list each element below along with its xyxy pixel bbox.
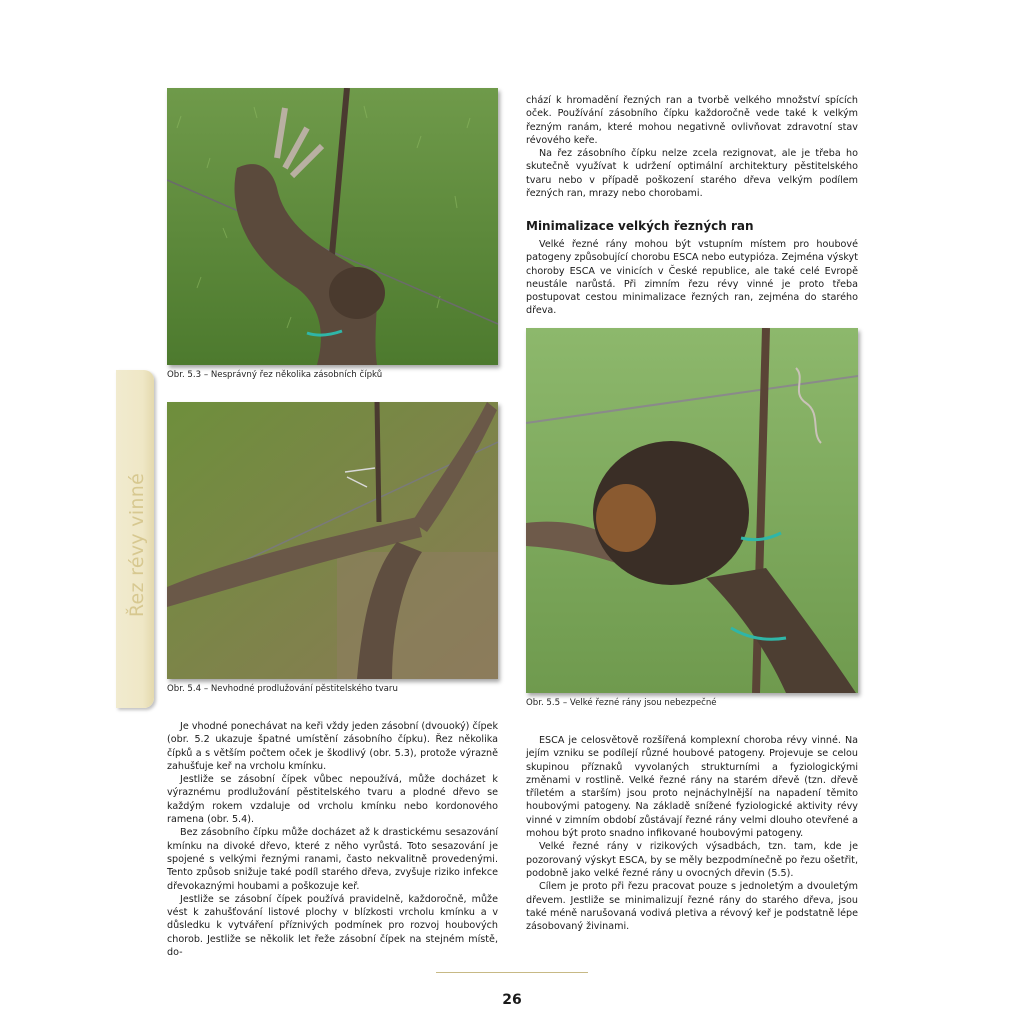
chapter-side-tab-label: [122, 470, 152, 620]
paragraph: Jestliže se zásobní čípek používá pravidelně, každoročně, může vést k zahušťování listové plochy v blízkosti vrcholu kmínku a v důsledku k vytváření příznivých podmínek pro rozvoj houbových chorob. Jestliže se několik let řeže zásobní čípek na stejném místě, do-: [167, 893, 498, 959]
section-heading: Minimalizace velkých řezných ran: [526, 219, 754, 233]
figure-caption: Obr. 5.3 – Nesprávný řez několika zásobních čípků: [167, 370, 383, 380]
paragraph: Cílem je proto při řezu pracovat pouze s jednoletým a dvouletým dřevem. Jestliže se minimalizují řezné rány do starého dřeva, jsou také méně narušovaná vodivá pletiva a révový keř je podstatně lépe zásobovaný živinami.: [526, 881, 858, 933]
page-number: 26: [502, 992, 522, 1008]
right-column-top-text: [526, 94, 858, 200]
photo-fig-5-5: [526, 328, 858, 693]
paragraph: ESCA je celosvětově rozšířená komplexní choroba révy vinné. Na jejím vzniku se podílejí různé houbové patogeny. Projevuje se celou skupinou příznaků vyvolaných strukturními a fyziologickými změnami v rostlině. Velké řezné rány na starém dřevě (tzn. dřevě tříletém a starším) jsou proto nejnáchylnější na napadení těmito houbovými patogeny. Na základě snížené fyziologické aktivity révy vinné v zimním období zůstávají řezné rány velmi dlouho otevřené a mohou být proto snadno infikované houbovými patogeny.: [526, 735, 858, 840]
right-column-bottom-text: [526, 734, 858, 933]
section-paragraph: [526, 238, 858, 318]
footer-rule: [436, 972, 588, 973]
paragraph: Jestliže se zásobní čípek vůbec nepoužívá, může docházet k výraznému prodlužování pěstitelského tvaru a plodné dřevo se každým rokem vzdaluje od vrcholu kmínku nebo kordonového ramena (obr. 5.4).: [167, 774, 498, 826]
paragraph: Je vhodné ponechávat na keři vždy jeden zásobní (dvouoký) čípek (obr. 5.2 ukazuje špatné umístění zásobního čípku). Řez několika čípků a s větším počtem oček je škodlivý (obr. 5.3), protože výrazně zahušťuje keř na vrcholu kmínku.: [167, 721, 498, 772]
figure-caption: Obr. 5.4 – Nevhodné prodlužování pěstitelského tvaru: [167, 684, 398, 694]
paragraph: Velké řezné rány mohou být vstupním místem pro houbové patogeny způsobující chorobu ESCA nebo eutypióza. Zejména výskyt choroby ESCA ve vinicích v České republice, ale také celé Evropě neustále narůstá. Při zimním řezu révy vinné je proto třeba postupovat cestou minimalizace řezných ran, zejména do starého dřeva.: [526, 239, 858, 317]
side-tab-text: Řez révy vinné: [126, 472, 149, 618]
paragraph: Na řez zásobního čípku nelze zcela rezignovat, ale je třeba ho skutečně využívat k udržení optimální architektury pěstitelského tvaru nebo v případě poškození starého dřeva velkým podílem řezných ran, mrazy nebo chorobami.: [526, 148, 858, 200]
paragraph: Velké řezné rány v rizikových výsadbách, tzn. tam, kde je pozorovaný výskyt ESCA, by se měly bezpodmínečně po řezu ošetřit, podobně jako velké řezné rány u ovocných dřevin (5.5).: [526, 841, 858, 879]
paragraph: chází k hromadění řezných ran a tvorbě velkého množství spících oček. Používání zásobního čípku každoročně vede také k velkým řezným ranám, které mohou negativně ovlivňovat zdravotní stav révového keře.: [526, 95, 858, 146]
photo-fig-5-3: [167, 88, 498, 365]
figure-caption: Obr. 5.5 – Velké řezné rány jsou nebezpečné: [526, 698, 717, 708]
left-column-bottom-text: [167, 720, 498, 959]
paragraph: Bez zásobního čípku může docházet až k drastickému sesazování kmínku na divoké dřevo, které z něho vyrůstá. Toto sesazování je spojené s velkými řeznými ranami, často nekvalitně provedenými. Tento způsob snižuje také podíl starého dřeva, zvyšuje riziko infekce dřevokaznými houbami a poškozuje keř.: [167, 827, 498, 892]
photo-fig-5-4: [167, 402, 498, 679]
